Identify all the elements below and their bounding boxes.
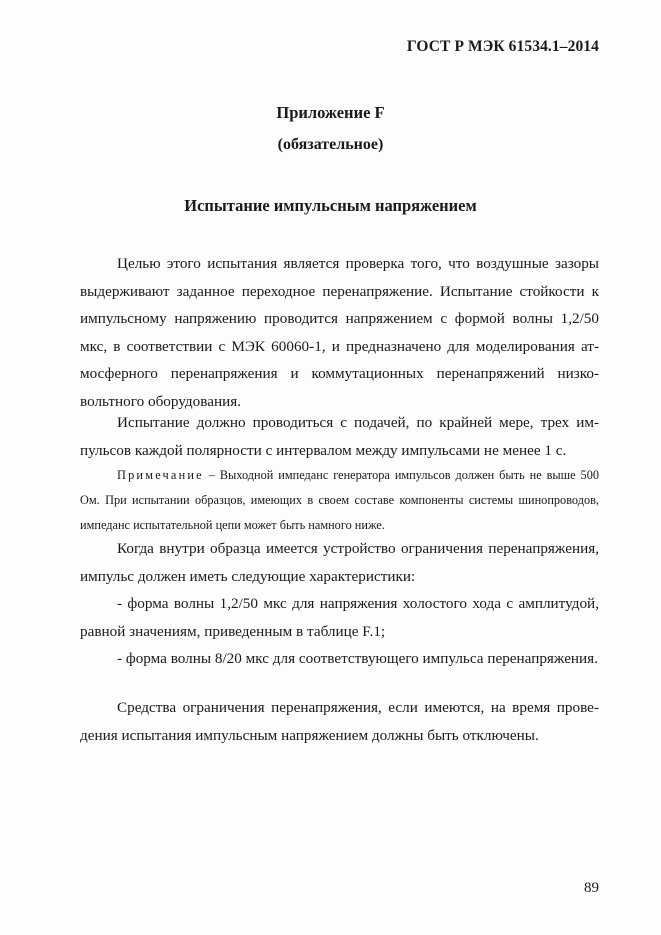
note-text: – Выходной импеданс генератора импульсов должен быть не выше 500 Ом. При испытании образцов, имеющих в своем составе компоненты системы шинопроводов, импеданс испытательной цепи может быть намного ниже. bbox=[80, 468, 599, 532]
paragraph-pulses-text: Испытание должно проводиться с подачей, по крайней мере, трех импульсов каждой полярности с интервалом между импульсами не менее 1 с. bbox=[80, 414, 599, 459]
standard-header: ГОСТ Р МЭК 61534.1–2014 bbox=[406, 38, 599, 55]
appendix-title: Приложение F bbox=[276, 103, 385, 122]
list-item-waveform-1: - форма волны 1,2/50 мкс для напряжения холостого хода с амплитудой, равной значениям, приведенным в таблице F.1; bbox=[80, 595, 599, 640]
paragraph-purpose-text: Целью этого испытания является проверка того, что воздушные зазоры выдерживают заданное переходное перенапряжение. Испытание стойкости к импульсному напряжению проводится напряжением с формой волны 1,2/50 мкс, в соответствии с МЭК 60060-1, и предназначено для моделирования атмосферного перенапряжения и коммутационных перенапряжений низковольтного оборудования. bbox=[80, 255, 599, 410]
paragraph-purpose bbox=[80, 250, 599, 415]
paragraph-pulses bbox=[80, 409, 599, 464]
paragraph-disconnect bbox=[80, 694, 599, 749]
paragraph-limiter bbox=[80, 535, 599, 673]
paragraph-disconnect-text: Средства ограничения перенапряжения, если имеются, на время проведения испытания импульсным напряжением должны быть отключены. bbox=[80, 699, 599, 744]
note-label: Примечание bbox=[117, 468, 204, 482]
section-title: Испытание импульсным напряжением bbox=[184, 196, 477, 215]
paragraph-limiter-text: Когда внутри образца имеется устройство ограничения перенапряжения, импульс должен иметь следующие характеристики: bbox=[80, 540, 599, 585]
list-item-waveform-2: - форма волны 8/20 мкс для соответствующего импульса перенапряжения. bbox=[117, 650, 598, 667]
appendix-status: (обязательное) bbox=[277, 136, 384, 153]
page-number: 89 bbox=[584, 880, 599, 896]
note-block bbox=[80, 463, 599, 538]
